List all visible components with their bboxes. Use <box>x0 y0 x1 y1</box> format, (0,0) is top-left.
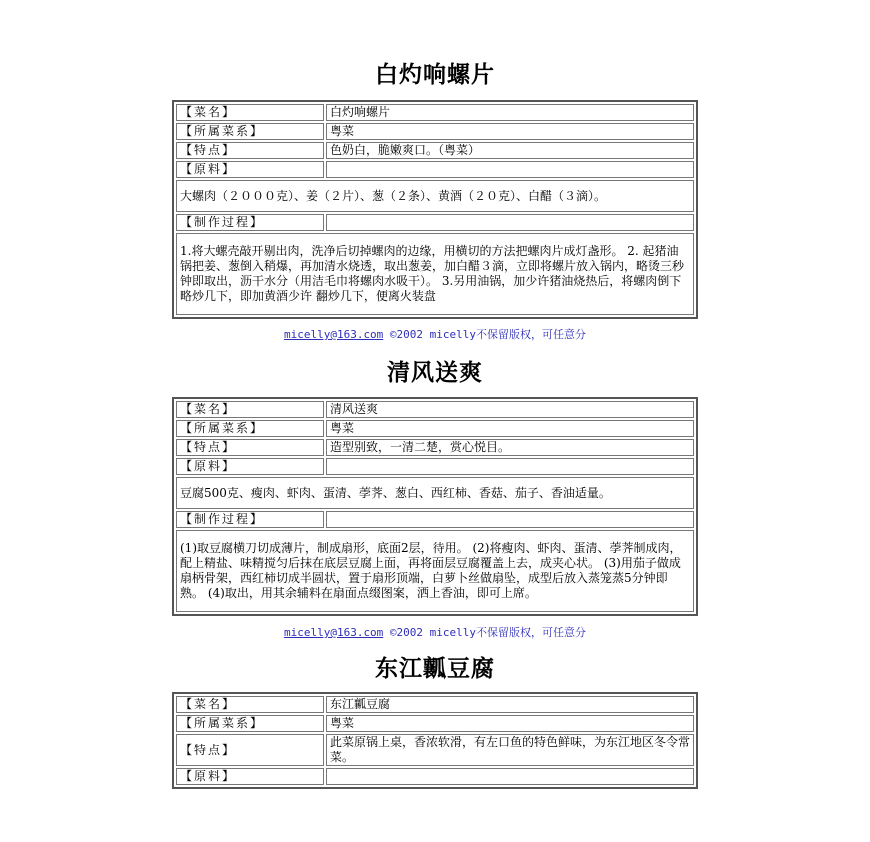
label-process: 【制作过程】 <box>176 214 324 231</box>
label-ingredients: 【原料】 <box>176 768 324 785</box>
label-cuisine: 【所属菜系】 <box>176 715 324 732</box>
email-link[interactable]: micelly@163.com <box>283 328 384 341</box>
value-cuisine: 粤菜 <box>326 123 694 140</box>
email-link[interactable]: micelly@163.com <box>283 626 384 639</box>
recipe-title: 白灼响螺片 <box>375 62 495 88</box>
copyright-text: ©2002 micelly不保留版权，可任意分 <box>383 328 587 341</box>
label-ingredients: 【原料】 <box>176 458 324 475</box>
label-cuisine: 【所属菜系】 <box>176 123 324 140</box>
label-name: 【菜名】 <box>176 696 324 713</box>
value-name: 东江瓤豆腐 <box>326 696 694 713</box>
value-cuisine: 粤菜 <box>326 715 694 732</box>
label-ingredients: 【原料】 <box>176 161 324 178</box>
recipe-title: 清风送爽 <box>387 360 483 386</box>
value-ingredients: 大螺肉（２０００克）、姜（２片）、葱（２条）、黄酒（２０克）、白醋（３滴）。 <box>176 180 694 212</box>
label-feature: 【特点】 <box>176 439 324 456</box>
recipe-table <box>172 692 698 789</box>
recipe-title: 东江瓤豆腐 <box>375 656 495 682</box>
value-process: (1)取豆腐横刀切成薄片，制成扇形，底面2层，待用。 (2)将瘦肉、虾肉、蛋清、荸荠制成肉，配上精盐、味精搅匀后抹在底层豆腐上面，再将面层豆腐覆盖上去，成夹心状。 (3)用茄子做成扇柄骨架，西红柿切成半圆状，置于扇形顶端，白萝卜丝做扇坠，成型后放入蒸笼蒸5分钟即熟。 (4)取出，用其余辅料在扇面点缀图案，洒上香油，即可上席。 <box>176 530 694 612</box>
value-empty <box>326 161 694 178</box>
value-name: 清风送爽 <box>326 401 694 418</box>
value-feature: 此菜原锅上桌，香浓软滑，有左口鱼的特色鲜味，为东江地区冬令常菜。 <box>326 734 694 766</box>
copyright-footer <box>0 624 870 640</box>
value-ingredients <box>326 768 694 785</box>
value-process: 1.将大螺壳敲开剔出肉，洗净后切掉螺肉的边缘，用横切的方法把螺肉片成灯盏形。 2. 起猪油锅把姜、葱倒入稍爆，再加清水烧透，取出葱姜，加白醋３滴，立即将螺片放入锅内，略烫三秒钟即取出，沥干水分（用洁毛巾将螺肉水吸干）。 3.另用油锅，加少许猪油烧热后，将螺肉倒下略炒几下，即加黄酒少许 翻炒几下，便离火装盘 <box>176 233 694 315</box>
label-feature: 【特点】 <box>176 734 324 766</box>
label-cuisine: 【所属菜系】 <box>176 420 324 437</box>
label-name: 【菜名】 <box>176 104 324 121</box>
copyright-footer <box>0 326 870 342</box>
value-ingredients: 豆腐500克、瘦肉、虾肉、蛋清、荸荠、葱白、西红柿、香菇、茄子、香油适量。 <box>176 477 694 509</box>
label-feature: 【特点】 <box>176 142 324 159</box>
label-process: 【制作过程】 <box>176 511 324 528</box>
value-empty <box>326 511 694 528</box>
value-empty <box>326 458 694 475</box>
copyright-text: ©2002 micelly不保留版权，可任意分 <box>383 626 587 639</box>
recipe-table <box>172 100 698 319</box>
value-name: 白灼响螺片 <box>326 104 694 121</box>
label-name: 【菜名】 <box>176 401 324 418</box>
value-empty <box>326 214 694 231</box>
value-feature: 造型别致，一清二楚，赏心悦目。 <box>326 439 694 456</box>
recipe-table <box>172 397 698 616</box>
value-feature: 色奶白，脆嫩爽口。（粤菜） <box>326 142 694 159</box>
value-cuisine: 粤菜 <box>326 420 694 437</box>
